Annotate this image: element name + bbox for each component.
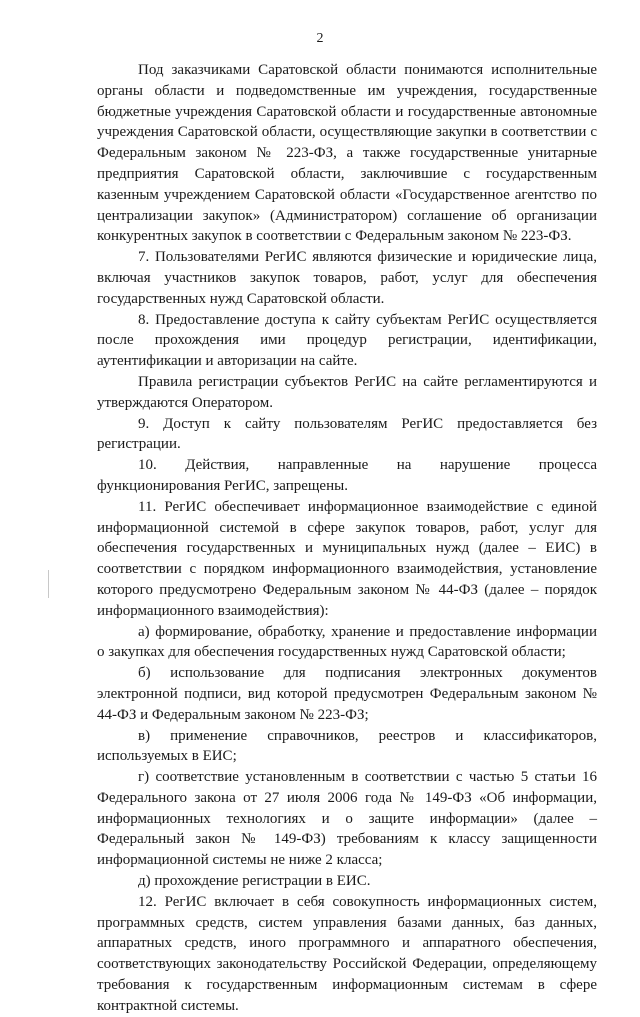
- paragraph-7-users: 7. Пользователями РегИС являются физические и юридические лица, включая участников закупок товаров, работ, услуг для обеспечения государственных нужд Саратовской области.: [97, 249, 597, 307]
- margin-mark: [48, 570, 49, 598]
- list-item-d: д) прохождение регистрации в ЕИС.: [138, 873, 371, 890]
- list-item-v: в) применение справочников, реестров и классификаторов, используемых в ЕИС;: [97, 727, 597, 765]
- document-body: [97, 60, 597, 1017]
- paragraph-10-prohibited-actions: 10. Действия, направленные на нарушение процесса функционирования РегИС, запрещены.: [97, 457, 597, 494]
- page-number: 2: [316, 31, 324, 46]
- paragraph-11-interaction: 11. РегИС обеспечивает информационное взаимодействие с единой информационной системой в сфере закупок товаров, работ, услуг для обеспечения государственных и муниципальных нужд (далее – ЕИС) в соответствии с порядком информационного взаимодействия, установление которого предусмотрено Федеральным законом № 44-ФЗ (далее – порядок информационного взаимодействия):: [97, 498, 597, 619]
- list-item-a: а) формирование, обработку, хранение и предоставление информации о закупках для обеспечения государственных нужд Саратовской области;: [97, 623, 597, 661]
- list-item-g: г) соответствие установленным в соответствии с частью 5 статьи 16 Федерального закона от 27 июля 2006 года № 149-ФЗ «Об информации, информационных технологиях и о защите информации» (далее – Федеральный закон № 149-ФЗ) требованиям к классу защищенности информационной системы не ниже 2 класса;: [97, 769, 597, 869]
- paragraph-8-access: 8. Предоставление доступа к сайту субъектам РегИС осуществляется после прохождения ими процедур регистрации, идентификации, аутентификации и авторизации на сайте.: [97, 311, 597, 370]
- paragraph-customers-definition: Под заказчиками Саратовской области понимаются исполнительные органы области и подведомственные им учреждения, государственные бюджетные учреждения Саратовской области и государственные автономные учреждения Саратовской области, осуществляющие закупки в соответствии с Федеральным законом № 223-ФЗ, а также государственные унитарные предприятия Саратовской области, заключившие с государственным казенным учреждением Саратовской области «Государственное агентство по централизации закупок» (Администратором) соглашение об организации конкурентных закупок в соответствии с Федеральным законом № 223-ФЗ.: [97, 62, 597, 245]
- paragraph-12-composition: 12. РегИС включает в себя совокупность информационных систем, программных средств, систем управления базами данных, баз данных, аппаратных средств, иного программного и аппаратного обеспечения, соответствующих законодательству Российской Федерации, определяющему требования к государственным информационным системам в сфере контрактной системы.: [97, 893, 597, 1014]
- list-item-b: б) использование для подписания электронных документов электронной подписи, вид которой предусмотрен Федеральным законом № 44-ФЗ и Федеральным законом № 223-ФЗ;: [97, 665, 597, 723]
- paragraph-9-access-without-registration: 9. Доступ к сайту пользователям РегИС предоставляется без регистрации.: [97, 415, 597, 453]
- paragraph-registration-rules: Правила регистрации субъектов РегИС на сайте регламентируются и утверждаются Оператором.: [97, 373, 597, 411]
